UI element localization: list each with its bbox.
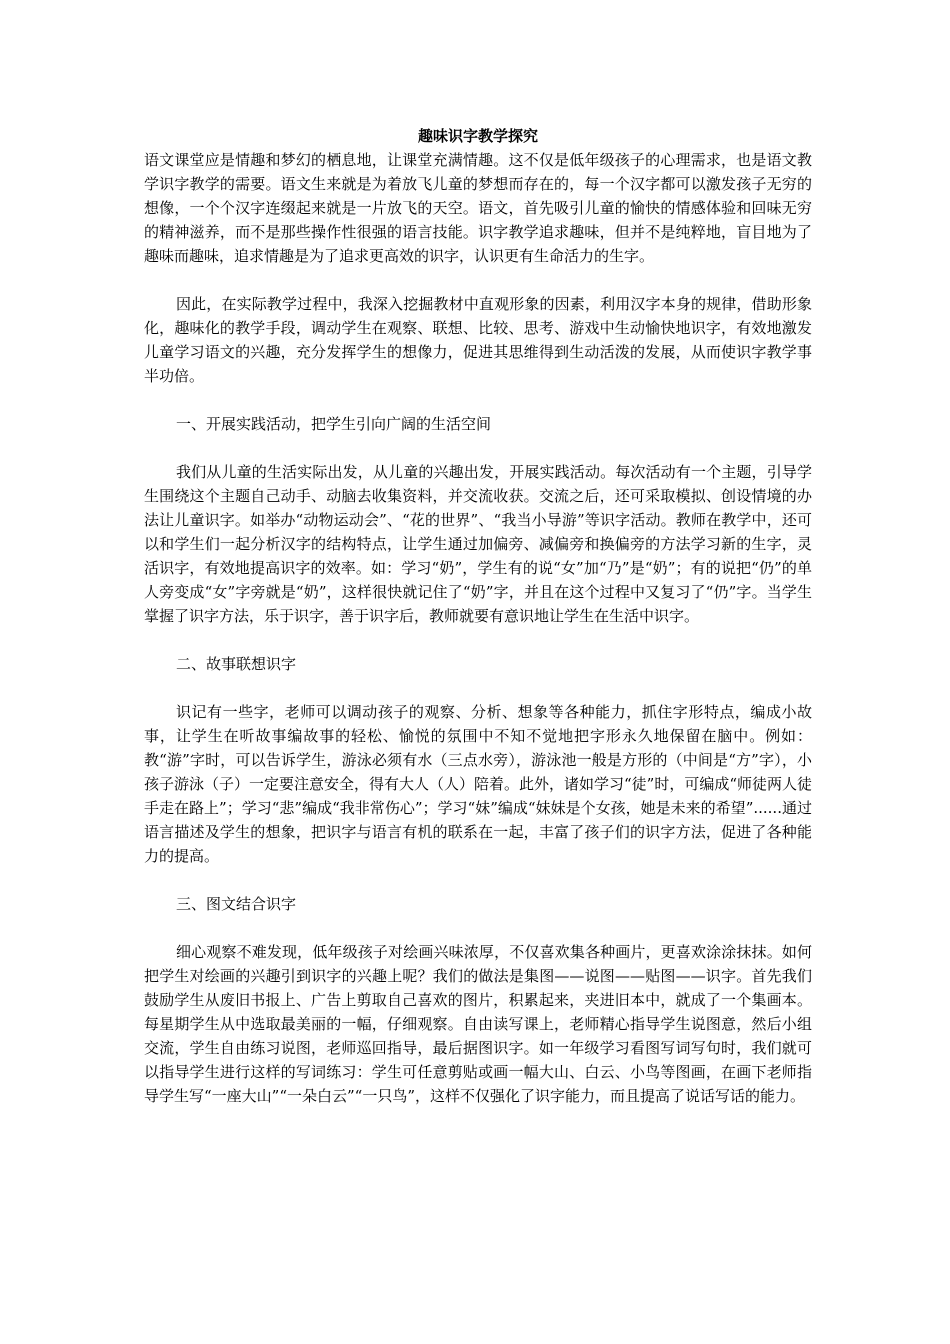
intro-paragraph: 语文课堂应是情趣和梦幻的栖息地，让课堂充满情趣。这不仅是低年级孩子的心理需求，也是语文教学识字教学的需要。语文生来就是为着放飞儿童的梦想而存在的，每一个汉字都可以激发孩子无穷的想像，一个个汉字连缀起来就是一片放飞的天空。语文，首先吸引儿童的愉快的情感体验和回味无穷的精神滋养，而不是那些操作性很强的语言技能。识字教学追求趣味，但并不是纯粹地，盲目地为了趣味而趣味，追求情趣是为了追求更高效的识字，认识更有生命活力的生字。 <box>144 151 812 265</box>
section-heading-2: 二、故事联想识字 <box>176 655 297 673</box>
paragraph-2: 因此，在实际教学过程中，我深入挖掘教材中直观形象的因素，利用汉字本身的规律，借助形象化，趣味化的教学手段，调动学生在观察、联想、比较、思考、游戏中生动愉快地识字，有效地激发儿童学习语文的兴趣，充分发挥学生的想像力，促进其思维得到生动活泼的发展，从而使识字教学事半功倍。 <box>144 295 812 385</box>
paragraph-4: 识记有一些字，老师可以调动孩子的观察、分析、想象等各种能力，抓住字形特点，编成小故事，让学生在听故事编故事的轻松、愉悦的氛围中不知不觉地把字形永久地保留在脑中。例如：教“游”字时，可以告诉学生，游泳必须有水（三点水旁），游泳池一般是方形的（中间是“方”字），小孩子游泳（子）一定要注意安全，得有大人（人）陪着。此外，诸如学习“徒”时，可编成“师徒两人徒手走在路上”；学习“悲”编成“我非常伤心”；学习“妹”编成“妹妹是个女孩，她是未来的希望”......通过语言描述及学生的想象，把识字与语言有机的联系在一起，丰富了孩子们的识字方法，促进了各种能力的提高。 <box>144 703 813 865</box>
spacer <box>144 268 812 292</box>
section-heading-1: 一、开展实践活动，把学生引向广阔的生活空间 <box>176 415 492 433</box>
spacer <box>144 868 812 892</box>
spacer <box>144 388 812 412</box>
spacer <box>144 436 812 460</box>
document-title: 趣味识字教学探究 <box>417 127 538 145</box>
paragraph-3: 我们从儿童的生活实际出发，从儿童的兴趣出发，开展实践活动。每次活动有一个主题，引导学生围绕这个主题自己动手、动脑去收集资料，并交流收获。交流之后，还可采取模拟、创设情境的办法让儿童识字。如举办“动物运动会”、“花的世界”、“我当小导游”等识字活动。教师在教学中，还可以和学生们一起分析汉字的结构特点，让学生通过加偏旁、减偏旁和换偏旁的方法学习新的生字，灵活识字，有效地提高识字的效率。如：学习“奶”，学生有的说“女”加“乃”是“奶”；有的说把“仍”的单人旁变成“女”字旁就是“奶”，这样很快就记住了“奶”字，并且在这个过程中又复习了“仍”字。当学生掌握了识字方法，乐于识字，善于识字后，教师就要有意识地让学生在生活中识字。 <box>144 463 812 625</box>
spacer <box>144 676 812 700</box>
spacer <box>144 916 812 940</box>
section-heading-3: 三、图文结合识字 <box>176 895 297 913</box>
spacer <box>144 628 812 652</box>
document-page <box>144 124 812 1108</box>
paragraph-5: 细心观察不难发现，低年级孩子对绘画兴味浓厚，不仅喜欢集各种画片，更喜欢涂涂抹抹。如何把学生对绘画的兴趣引到识字的兴趣上呢？我们的做法是集图——说图——贴图——识字。首先我们鼓励学生从废旧书报上、广告上剪取自己喜欢的图片，积累起来，夹进旧本中，就成了一个集画本。每星期学生从中选取最美丽的一幅，仔细观察。自由读写课上，老师精心指导学生说图意，然后小组交流，学生自由练习说图，老师巡回指导，最后据图识字。如一年级学习看图写词写句时，我们就可以指导学生进行这样的写词练习：学生可任意剪贴或画一幅大山、白云、小鸟等图画，在画下老师指导学生写“一座大山”“一朵白云”“一只鸟”，这样不仅强化了识字能力，而且提高了说话写话的能力。 <box>144 943 812 1105</box>
